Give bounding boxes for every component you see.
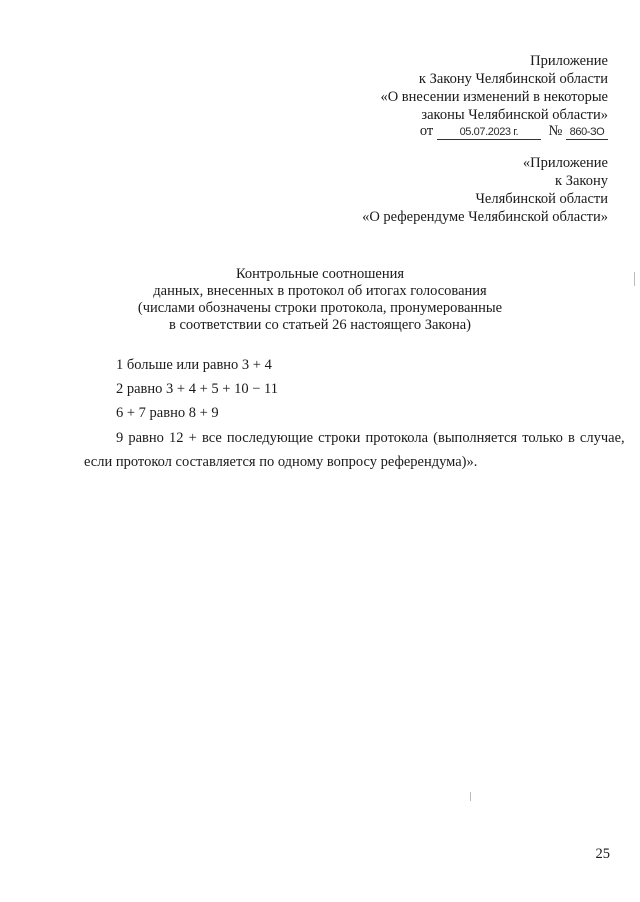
title-line-3: (числами обозначены строки протокола, пронумерованные (137, 300, 503, 316)
relation-3: 6 + 7 равно 8 + 9 (116, 405, 219, 421)
scan-speck (470, 792, 471, 801)
date-field: 05.07.2023 г. (437, 126, 541, 140)
from-label: от (419, 123, 434, 139)
header-line-title-2: законы Челябинской области» (421, 107, 608, 123)
relation-4-line-1: 9 равно 12 + все последующие строки протокола (выполняется только в случае, (116, 430, 625, 446)
title-line-1: Контрольные соотношения (235, 266, 405, 282)
scan-speck (634, 272, 635, 286)
relation-2: 2 равно 3 + 4 + 5 + 10 − 11 (116, 381, 278, 397)
appendix-line-4: «О референдуме Челябинской области» (362, 209, 608, 225)
page-number: 25 (595, 846, 610, 862)
number-field: 860-ЗО (566, 126, 608, 140)
appendix-line-3: Челябинской области (475, 191, 608, 207)
appendix-line-2: к Закону (555, 173, 608, 189)
relation-1: 1 больше или равно 3 + 4 (116, 357, 272, 373)
header-line-appendix: Приложение (530, 53, 608, 69)
title-line-2: данных, внесенных в протокол об итогах голосования (153, 283, 487, 299)
header-line-title-1: «О внесении изменений в некоторые (380, 89, 608, 105)
title-line-4: в соответствии со статьей 26 настоящего Закона) (168, 317, 471, 333)
appendix-line-1: «Приложение (522, 155, 608, 171)
number-label: № (548, 123, 563, 139)
header-line-law: к Закону Челябинской области (418, 71, 608, 87)
relation-4-line-2: если протокол составляется по одному вопросу референдума)». (84, 454, 478, 470)
header-date-number-line (420, 122, 608, 140)
